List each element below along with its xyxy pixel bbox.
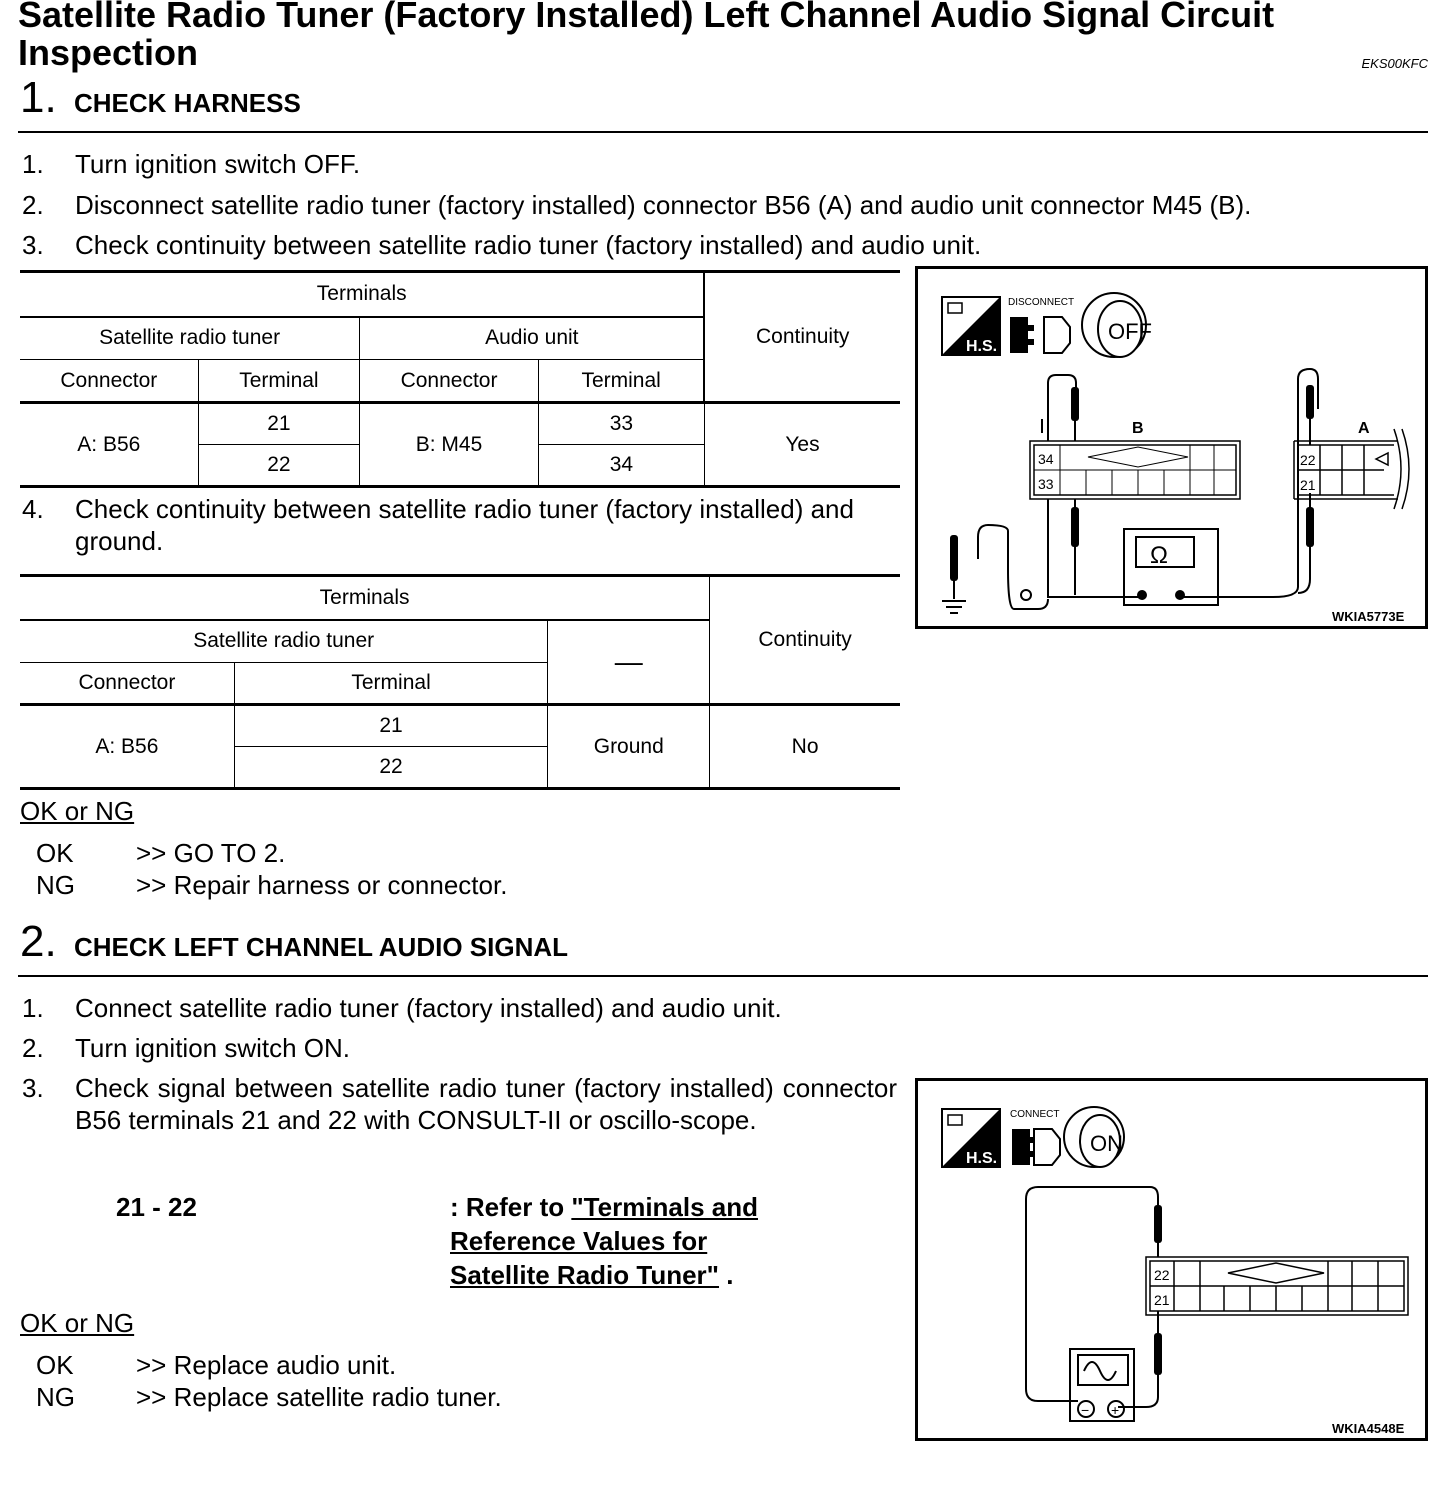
plus-terminal: + — [1111, 1402, 1120, 1418]
step1-divider — [18, 131, 1428, 133]
connector-a-label: A — [1358, 420, 1370, 437]
hs-icon — [942, 1109, 1000, 1167]
ohmmeter-icon — [1124, 529, 1218, 605]
table2-result: No — [791, 734, 819, 758]
section-code: EKS00KFC — [1361, 56, 1428, 71]
figure-signal-check — [915, 1078, 1428, 1441]
pin-a-22: 22 — [1300, 452, 1316, 468]
ignition-key-icon — [1064, 1107, 1124, 1167]
svg-text:ON: ON — [1090, 1131, 1123, 1156]
step1-item-2: 2. Disconnect satellite radio tuner (factory installed) connector B56 (A) and audio unit connector M45 (B). — [22, 190, 1252, 220]
table2-connector-header: Connector — [20, 663, 234, 705]
table2-continuity-header: Continuity — [758, 628, 852, 651]
figure1-code: WKIA5773E — [1332, 609, 1405, 624]
table2-terminal-2: 22 — [234, 747, 548, 789]
connector-b-label: B — [1132, 420, 1144, 437]
step1-okng-label: OK or NG — [20, 796, 135, 826]
step1-result-ok: OK >> GO TO 2. — [36, 838, 286, 868]
table1-terminal-b-1: 33 — [538, 403, 704, 445]
reference-text: : Refer to "Terminals and Reference Values for Satellite Radio Tuner" . — [450, 1192, 759, 1290]
pin-22: 22 — [1154, 1267, 1170, 1283]
pin-a-21: 21 — [1300, 477, 1316, 493]
step2-okng-label: OK or NG — [20, 1308, 135, 1338]
reference-terminals: 21 - 22 — [116, 1192, 197, 1222]
connector-a-block — [1294, 429, 1409, 509]
table1-terminal-header-a: Terminal — [198, 360, 360, 403]
step2-item-2: 2. Turn ignition switch ON. — [22, 1033, 351, 1063]
signal-check-diagram — [918, 1081, 1425, 1438]
table1-connector-header-a: Connector — [20, 360, 198, 403]
table2-terminal-header: Terminal — [234, 663, 548, 705]
table2-connector-a: A: B56 — [20, 705, 234, 789]
svg-text:H.S.: H.S. — [966, 338, 998, 355]
hs-icon — [942, 297, 1000, 355]
step2-heading: CHECK LEFT CHANNEL AUDIO SIGNAL — [74, 932, 568, 962]
table1-terminal-a-2: 22 — [198, 445, 360, 487]
table2-dash-header: — — [548, 620, 710, 705]
step1-result-ng: NG >> Repair harness or connector. — [36, 870, 508, 900]
page-title: Satellite Radio Tuner (Factory Installed) Left Channel Audio Signal Circuit Inspection — [18, 0, 1275, 73]
oscilloscope-icon — [1070, 1349, 1134, 1421]
signal-connector-block — [1146, 1257, 1408, 1315]
disconnect-label: DISCONNECT — [1008, 297, 1075, 308]
step1-item-4: 4. Check continuity between satellite radio tuner (factory installed) and ground. — [22, 494, 854, 556]
step1-number: 1. — [20, 73, 57, 122]
reference-link-line2[interactable]: Reference Values for — [450, 1226, 708, 1256]
reference-link-line3[interactable]: Satellite Radio Tuner" — [450, 1260, 720, 1290]
disconnect-connector-icon — [1010, 317, 1070, 353]
ohm-symbol: Ω — [1150, 542, 1168, 569]
step1-heading: CHECK HARNESS — [74, 88, 301, 118]
reference-link[interactable]: "Terminals and — [571, 1192, 759, 1222]
table1-connector-header-b: Connector — [360, 360, 539, 403]
pin-21: 21 — [1154, 1292, 1170, 1308]
figure2-code: WKIA4548E — [1332, 1421, 1405, 1436]
connect-connector-icon — [1012, 1129, 1060, 1165]
table1-terminal-header-b: Terminal — [538, 360, 704, 403]
continuity-table-2 — [20, 574, 900, 790]
table1-result: Yes — [785, 432, 820, 456]
table1-connector-b: B: M45 — [360, 403, 539, 487]
step2-item-1: 1. Connect satellite radio tuner (factory installed) and audio unit. — [22, 993, 782, 1023]
connect-label: CONNECT — [1010, 1109, 1060, 1120]
step2-number: 2. — [20, 917, 57, 966]
table1-terminal-a-1: 21 — [198, 403, 360, 445]
table1-continuity-header: Continuity — [756, 325, 850, 348]
step2-result-ok: OK >> Replace audio unit. — [36, 1350, 397, 1380]
minus-terminal: − — [1081, 1402, 1090, 1418]
table1-satellite-header: Satellite radio tuner — [20, 317, 360, 360]
step1-item-3: 3. Check continuity between satellite radio tuner (factory installed) and audio unit. — [22, 230, 982, 260]
step1-item-1: 1. Turn ignition switch OFF. — [22, 149, 361, 179]
continuity-table-1 — [20, 270, 900, 488]
table1-connector-a: A: B56 — [20, 403, 198, 487]
step2-divider — [18, 975, 1428, 977]
table2-terminal-1: 21 — [234, 705, 548, 747]
table2-ground: Ground — [548, 705, 710, 789]
harness-check-diagram — [918, 269, 1425, 626]
ignition-key-icon — [1082, 293, 1152, 357]
svg-text:H.S.: H.S. — [966, 1150, 998, 1167]
figure-harness-check — [915, 266, 1428, 629]
pin-b-33: 33 — [1038, 476, 1054, 492]
table1-terminals-header: Terminals — [20, 272, 704, 317]
table2-terminals-header: Terminals — [20, 576, 710, 620]
svg-text:OFF: OFF — [1108, 319, 1152, 344]
step2-item-3: 3. Check signal between satellite radio tuner (factory installed) connector B56 terminals 21 and 22 with CONSULT-II or oscillo-scope. — [22, 1073, 897, 1135]
table1-terminal-b-2: 34 — [538, 445, 704, 487]
pin-b-34: 34 — [1038, 451, 1054, 467]
table2-satellite-header: Satellite radio tuner — [20, 620, 548, 663]
table1-audio-header: Audio unit — [360, 317, 705, 360]
step2-result-ng: NG >> Replace satellite radio tuner. — [36, 1382, 502, 1412]
